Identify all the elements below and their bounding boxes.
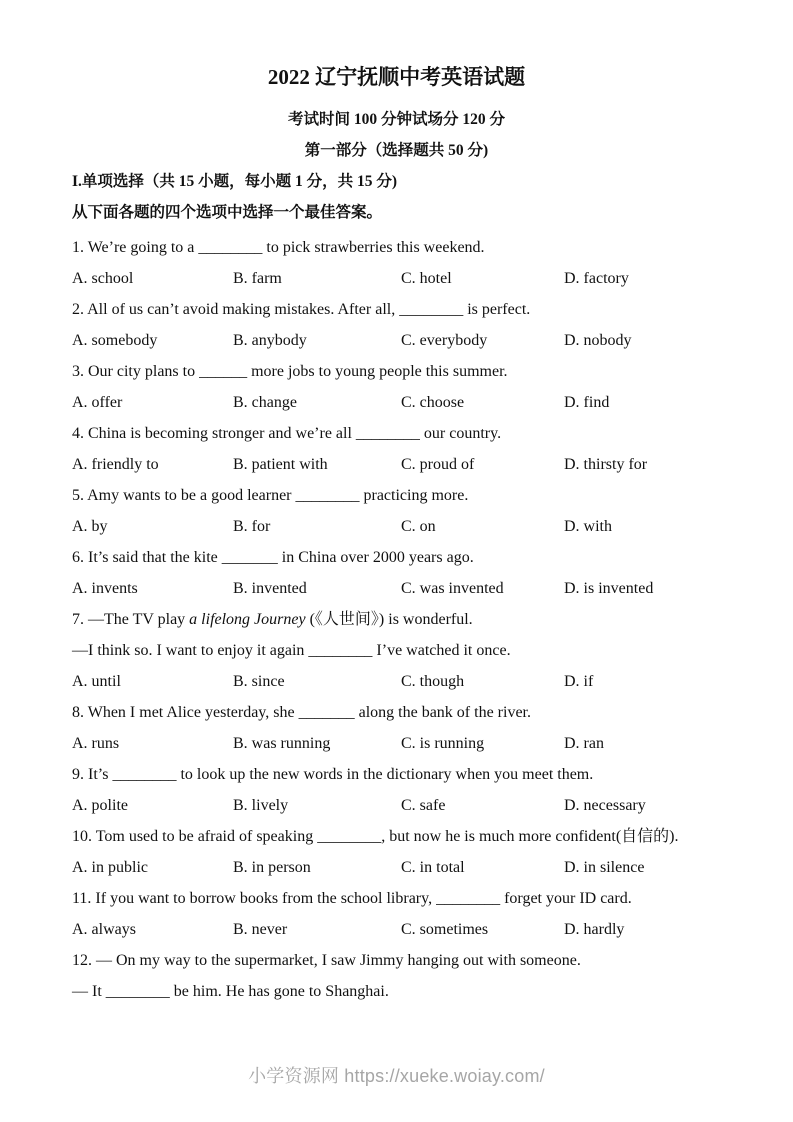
option: B. patient with	[233, 456, 328, 473]
question-6-options-row	[72, 573, 721, 604]
option: C. is running	[401, 735, 485, 752]
option: A. friendly to	[72, 456, 159, 473]
question-10-text: 10. Tom used to be afraid of speaking ________, but now he is much more confident(自信的).	[72, 828, 679, 845]
option: B. in person	[233, 859, 311, 876]
option: A. invents	[72, 580, 138, 597]
option: A. in public	[72, 859, 148, 876]
option: C. though	[401, 673, 465, 690]
question-9-options-row	[72, 790, 721, 821]
option: C. safe	[401, 797, 446, 814]
option: D. factory	[564, 270, 629, 287]
question-9-text: 9. It’s ________ to look up the new words in the dictionary when you meet them.	[72, 766, 594, 783]
question-12-text: 12. — On my way to the supermarket, I saw Jimmy hanging out with someone.	[72, 952, 581, 969]
option: D. hardly	[564, 921, 625, 938]
question-5-text: 5. Amy wants to be a good learner ________ practicing more.	[72, 487, 469, 504]
option: D. with	[564, 518, 612, 535]
option: D. find	[564, 394, 610, 411]
option: D. thirsty for	[564, 456, 648, 473]
watermark-footer: 小学资源网 https://xueke.woiay.com/	[248, 1066, 545, 1086]
question-1-text: 1. We’re going to a ________ to pick strawberries this weekend.	[72, 239, 485, 256]
option: C. hotel	[401, 270, 452, 287]
option: C. sometimes	[401, 921, 489, 938]
option: C. in total	[401, 859, 465, 876]
exam-info: 考试时间 100 分钟试场分 120 分	[287, 111, 505, 128]
option: B. for	[233, 518, 271, 535]
option: B. since	[233, 673, 285, 690]
option: D. ran	[564, 735, 604, 752]
question-7-text: 7. —The TV play a lifelong Journey (《人世间》) is wonderful.	[72, 611, 473, 628]
option: B. anybody	[233, 332, 307, 349]
option: A. until	[72, 673, 121, 690]
option: A. offer	[72, 394, 123, 411]
option: A. always	[72, 921, 136, 938]
question-1-options-row	[72, 263, 721, 294]
option: C. everybody	[401, 332, 488, 349]
option: C. was invented	[401, 580, 504, 597]
option: B. lively	[233, 797, 289, 814]
option: C. choose	[401, 394, 465, 411]
option: B. never	[233, 921, 288, 938]
question-4-text: 4. China is becoming stronger and we’re all ________ our country.	[72, 425, 502, 442]
option: B. farm	[233, 270, 282, 287]
question-11-text: 11. If you want to borrow books from the school library, ________ forget your ID card.	[72, 890, 632, 907]
question-10-options-row	[72, 852, 721, 883]
option: C. proud of	[401, 456, 475, 473]
question-12-text: — It ________ be him. He has gone to Shanghai.	[72, 983, 389, 1000]
question-7-options-row	[72, 666, 721, 697]
option: B. change	[233, 394, 297, 411]
option: B. was running	[233, 735, 331, 752]
option: D. necessary	[564, 797, 646, 814]
page-title: 2022 辽宁抚顺中考英语试题	[267, 65, 526, 89]
option: A. polite	[72, 797, 128, 814]
option: D. is invented	[564, 580, 654, 597]
question-8-options-row	[72, 728, 721, 759]
question-2-options-row	[72, 325, 721, 356]
questions	[72, 232, 721, 1007]
section-heading: 第一部分（选择题共 50 分)	[304, 142, 489, 159]
option: B. invented	[233, 580, 307, 597]
question-3-options-row	[72, 387, 721, 418]
option: A. school	[72, 270, 134, 287]
question-5-options-row	[72, 511, 721, 542]
question-7-text: —I think so. I want to enjoy it again ________ I’ve watched it once.	[72, 642, 511, 659]
option: D. if	[564, 673, 594, 690]
option: A. somebody	[72, 332, 158, 349]
question-2-text: 2. All of us can’t avoid making mistakes. After all, ________ is perfect.	[72, 301, 531, 318]
option: A. by	[72, 518, 108, 535]
option: C. on	[401, 518, 436, 535]
option: A. runs	[72, 735, 120, 752]
instruction: 从下面各题的四个选项中选择一个最佳答案。	[72, 204, 383, 221]
option: D. nobody	[564, 332, 632, 349]
question-6-text: 6. It’s said that the kite _______ in China over 2000 years ago.	[72, 549, 474, 566]
question-11-options-row	[72, 914, 721, 945]
option: D. in silence	[564, 859, 645, 876]
question-3-text: 3. Our city plans to ______ more jobs to young people this summer.	[72, 363, 508, 380]
part-heading: I.单项选择（共 15 小题，每小题 1 分，共 15 分)	[72, 173, 398, 190]
question-8-text: 8. When I met Alice yesterday, she _______ along the bank of the river.	[72, 704, 531, 721]
question-4-options-row	[72, 449, 721, 480]
